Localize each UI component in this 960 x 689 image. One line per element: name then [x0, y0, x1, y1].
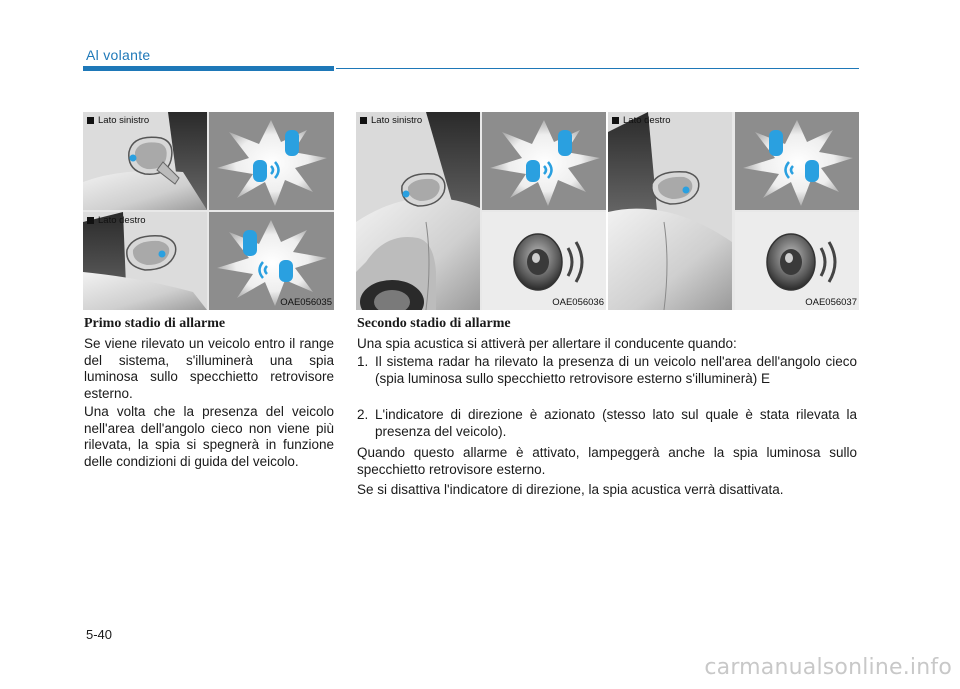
figure-code: OAE056035: [280, 297, 332, 308]
panel-radar: [482, 112, 606, 210]
mirror-indicator-icon: [683, 187, 690, 194]
caption-text: Lato destro: [98, 215, 146, 226]
figure-second-stage-right: [608, 112, 859, 310]
panel-radar: [735, 112, 859, 210]
panel-car-right: [608, 112, 732, 310]
list-number: 1.: [357, 354, 369, 369]
list-number: 2.: [357, 407, 369, 422]
radar-detection-illustration: [209, 212, 334, 310]
mirror-right-illustration: [83, 212, 207, 310]
section-title: Al volante: [86, 47, 151, 63]
caption-left-side: [360, 115, 422, 126]
page-number: 5-40: [86, 627, 113, 642]
panel-mirror-right: [83, 212, 207, 310]
radar-detection-illustration: [735, 112, 859, 210]
list-item: [357, 354, 857, 387]
header-rule-thin: [336, 68, 859, 69]
watermark: carmanualsonline.info: [704, 655, 952, 680]
second-stage-intro: Una spia acustica si attiverà per allertare il conducente quando:: [357, 336, 737, 351]
panel-radar-right: [209, 212, 334, 310]
square-bullet-icon: [87, 117, 94, 124]
panel-car-left: [356, 112, 480, 310]
own-car-icon: [769, 130, 783, 156]
mirror-left-illustration: [83, 112, 207, 210]
mirror-indicator-icon: [159, 251, 166, 258]
radar-detection-illustration: [482, 112, 606, 210]
caption-text: Lato sinistro: [371, 115, 423, 126]
figure-code: OAE056037: [805, 297, 857, 308]
square-bullet-icon: [612, 117, 619, 124]
first-stage-heading: Primo stadio di allarme: [84, 316, 226, 331]
panel-mirror-left: [83, 112, 207, 210]
figure-code: OAE056036: [552, 297, 604, 308]
own-car-icon: [285, 130, 299, 156]
panel-speaker: [482, 212, 606, 310]
own-car-icon: [243, 230, 257, 256]
panel-radar-left: [209, 112, 334, 210]
mirror-indicator-icon: [403, 191, 410, 198]
caption-right-side: [612, 115, 671, 126]
list-item: [357, 407, 857, 440]
caption-left-side: [87, 115, 149, 126]
caption-text: Lato destro: [623, 115, 671, 126]
second-stage-heading: Secondo stadio di allarme: [357, 316, 511, 331]
radar-detection-illustration: [209, 112, 334, 210]
caption-text: Lato sinistro: [98, 115, 150, 126]
figure-second-stage-left: [356, 112, 606, 310]
target-car-icon: [526, 160, 540, 182]
speaker-icon: [735, 212, 859, 310]
panel-speaker: [735, 212, 859, 310]
first-stage-paragraph-2: Una volta che la presenza del veicolo nell'area dell'angolo cieco non viene più rilevata, la spia si spegnerà in funzione delle condizioni di guida del veicolo.: [84, 404, 334, 469]
own-car-icon: [558, 130, 572, 156]
header-rule-thick: [83, 66, 334, 71]
second-stage-paragraph-2: Se si disattiva l'indicatore di direzione, la spia acustica verrà disattivata.: [357, 482, 784, 497]
target-car-icon: [805, 160, 819, 182]
square-bullet-icon: [87, 217, 94, 224]
target-car-icon: [279, 260, 293, 282]
square-bullet-icon: [360, 117, 367, 124]
target-car-icon: [253, 160, 267, 182]
figure-first-stage: [83, 112, 334, 310]
list-text: Il sistema radar ha rilevato la presenza di un veicolo nell'area dell'angolo cieco (spia luminosa sullo specchietto retrovisore esterno s'illuminerà) E: [375, 354, 857, 386]
list-text: L'indicatore di direzione è azionato (stesso lato sul quale è stata rilevata la presenza del veicolo).: [375, 407, 857, 439]
caption-right-side: [87, 215, 146, 226]
second-stage-paragraph-1: Quando questo allarme è attivato, lampeggerà anche la spia luminosa sullo specchietto retrovisore esterno.: [357, 445, 857, 477]
car-left-side-illustration: [356, 112, 480, 310]
first-stage-paragraph-1: Se viene rilevato un veicolo entro il range del sistema, s'illuminerà una spia luminosa sullo specchietto retrovisore esterno.: [84, 336, 334, 401]
speaker-icon: [482, 212, 606, 310]
mirror-indicator-icon: [130, 155, 137, 162]
car-right-side-illustration: [608, 112, 732, 310]
